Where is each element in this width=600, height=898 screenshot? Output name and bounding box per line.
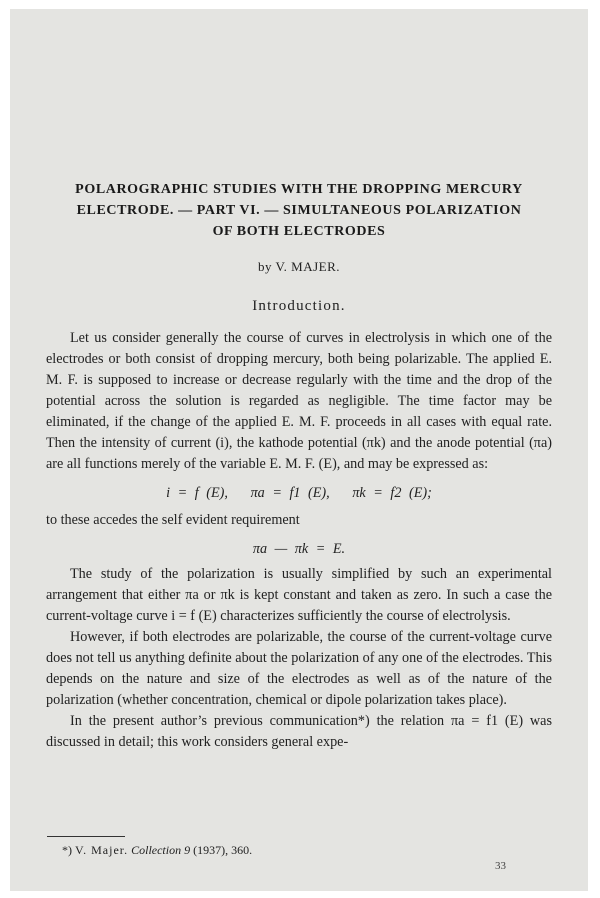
paragraph-2: to these accedes the self evident requirement xyxy=(46,512,300,528)
footnote xyxy=(62,843,252,858)
paragraph-1: Let us consider generally the course of curves in electrolysis in which one of the electrodes or both consist of dropping mercury, both being polarizable. The applied E. M. F. is supposed to increase or decrease regularly with the time and the drop of the potential across the solution is regarded as negligible. The time factor may be eliminated, if the change of the applied E. M. F. proceeds in all cases with equal rate. Then the intensity of current (i), the kathode potential (πk) and the anode potential (πa) are all functions merely of the variable E. M. F. (E), and may be expressed as: xyxy=(46,330,552,472)
equation-2: πa — πk = E. xyxy=(252,541,346,557)
page xyxy=(10,9,588,891)
equation-1: i = f (E), πa = f1 (E), πk = f2 (E); xyxy=(166,485,432,501)
footnote-journal: Collection 9 xyxy=(131,843,191,857)
footnote-marker: *) xyxy=(62,843,72,857)
paragraph-4: However, if both electrodes are polarizable, the course of the current-voltage curve does not tell us anything definite about the polarization of any one of the electrodes. This depends on the nature and size of the electrodes as well as of the nature of the polarization (whether concentration, chemical or dipole polarization takes place). xyxy=(46,629,552,708)
page-number: 33 xyxy=(495,860,506,872)
footnote-author: V. Majer. xyxy=(75,843,129,857)
footnote-divider xyxy=(47,836,125,837)
author-byline: by V. MAJER. xyxy=(257,259,341,274)
article-body xyxy=(46,328,552,753)
article-title xyxy=(34,179,564,242)
title-line-1: POLAROGRAPHIC STUDIES WITH THE DROPPING MERCURY xyxy=(75,182,523,197)
section-heading: Introduction. xyxy=(252,298,346,314)
title-line-3: OF BOTH ELECTRODES xyxy=(212,224,386,239)
paragraph-3: The study of the polarization is usually simplified by such an experimental arrangement that either πa or πk is kept constant and taken as zero. In such a case the current-voltage curve i = f (E) characterizes sufficiently the course of electrolysis. xyxy=(46,566,552,624)
footnote-details: (1937), 360. xyxy=(193,843,253,857)
title-line-2: ELECTRODE. — PART VI. — SIMULTANEOUS POLARIZATION xyxy=(76,203,522,218)
paragraph-5: In the present author’s previous communication*) the relation πa = f1 (E) was discussed in detail; this work considers general expe- xyxy=(46,713,552,750)
